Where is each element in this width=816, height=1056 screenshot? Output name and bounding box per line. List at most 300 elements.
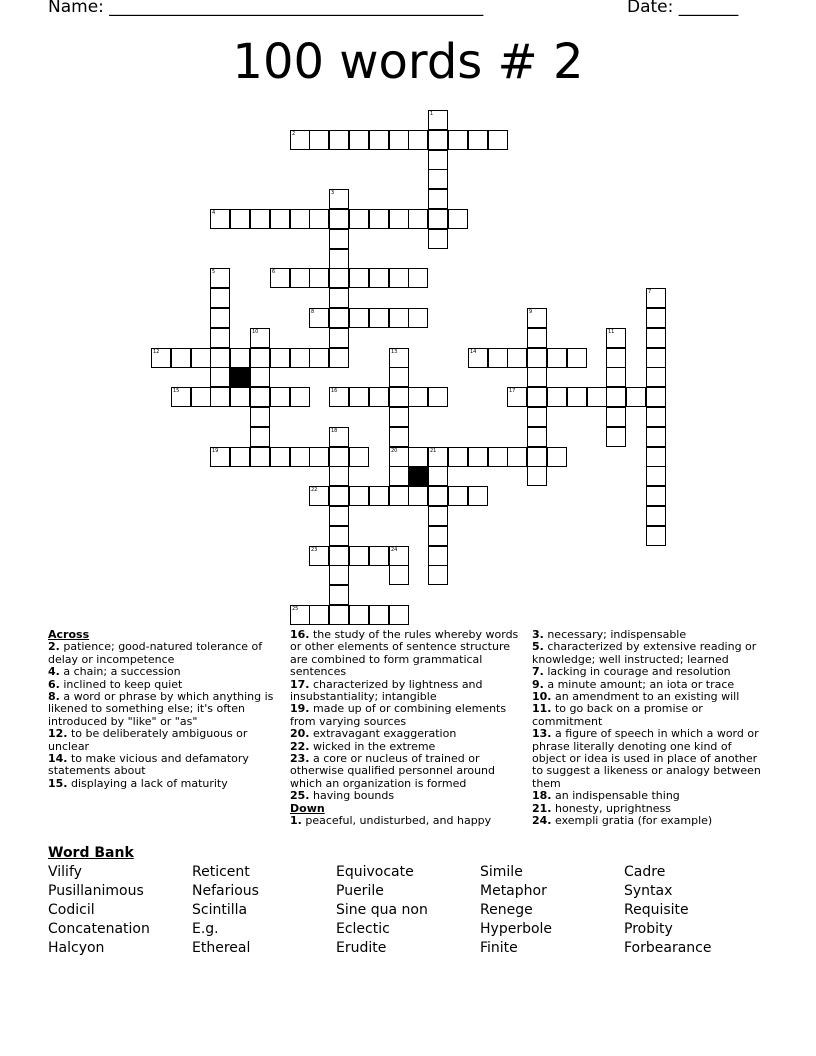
- grid-cell[interactable]: [329, 209, 349, 229]
- clue-number: 19.: [290, 702, 310, 716]
- grid-cell[interactable]: [250, 387, 270, 407]
- clue-text: characterized by lightness and insubstantiality; intangible: [290, 677, 483, 704]
- grid-cell[interactable]: [329, 387, 349, 407]
- grid-cell[interactable]: [389, 348, 409, 368]
- clue: [532, 728, 768, 790]
- cell-number: 15: [173, 388, 180, 394]
- grid-cell[interactable]: [309, 605, 329, 625]
- grid-cell[interactable]: [527, 466, 547, 486]
- grid-cell[interactable]: [290, 130, 310, 150]
- grid-cell[interactable]: [547, 447, 567, 467]
- clue: [532, 641, 768, 666]
- grid-cell[interactable]: [606, 427, 626, 447]
- grid-cell[interactable]: [369, 209, 389, 229]
- grid-cell[interactable]: [389, 367, 409, 387]
- grid-cell[interactable]: [349, 130, 369, 150]
- grid-cell[interactable]: [329, 229, 349, 249]
- cell-number: 19: [212, 448, 219, 454]
- grid-cell[interactable]: [210, 387, 230, 407]
- clue-number: 20.: [290, 727, 310, 741]
- grid-cell[interactable]: [290, 268, 310, 288]
- grid-cell[interactable]: [270, 268, 290, 288]
- grid-cell[interactable]: [270, 209, 290, 229]
- grid-cell[interactable]: [250, 447, 270, 467]
- grid-cell[interactable]: [329, 486, 349, 506]
- clue: [48, 641, 278, 666]
- grid-cell[interactable]: [389, 565, 409, 585]
- grid-cell[interactable]: [329, 268, 349, 288]
- clue-text: a core or nucleus of trained or otherwise qualified personnel around which an organization is formed: [290, 752, 496, 790]
- word-bank-word: Scintilla: [192, 902, 248, 918]
- word-bank-word: Renege: [480, 902, 533, 918]
- date-line: Date: _______: [627, 0, 739, 17]
- clue-text: wicked in the extreme: [309, 739, 436, 753]
- clue: [48, 691, 278, 728]
- grid-cell[interactable]: [369, 308, 389, 328]
- grid-cell[interactable]: [428, 110, 448, 130]
- grid-cell[interactable]: [646, 328, 666, 348]
- grid-cell[interactable]: [329, 466, 349, 486]
- grid-cell[interactable]: [626, 387, 646, 407]
- grid-cell[interactable]: [250, 367, 270, 387]
- clue-number: 4.: [48, 665, 60, 679]
- grid-cell[interactable]: [329, 288, 349, 308]
- grid-cell[interactable]: [250, 427, 270, 447]
- word-bank-column: [624, 863, 711, 958]
- grid-cell[interactable]: [468, 348, 488, 368]
- clue-text: a minute amount; an iota or trace: [543, 677, 735, 691]
- grid-cell[interactable]: [290, 605, 310, 625]
- word-bank-word: Cadre: [624, 864, 666, 880]
- clue: [48, 778, 278, 790]
- page-title: 100 words # 2: [232, 34, 584, 90]
- cell-number: 5: [212, 269, 216, 275]
- word-bank-word: Eclectic: [336, 921, 390, 937]
- grid-cell[interactable]: [309, 130, 329, 150]
- word-bank-word: Sine qua non: [336, 902, 428, 918]
- grid-cell[interactable]: [151, 348, 171, 368]
- grid-cell[interactable]: [210, 348, 230, 368]
- clue-number: 5.: [532, 640, 544, 654]
- grid-cell[interactable]: [606, 387, 626, 407]
- grid-cell[interactable]: [408, 209, 428, 229]
- word-bank-column: [192, 863, 259, 958]
- clue-text: made up of or combining elements from varying sources: [290, 702, 507, 728]
- grid-cell[interactable]: [587, 387, 607, 407]
- clue-text: the study of the rules whereby words or other elements of sentence structure are combined to form grammatical sentences: [290, 628, 519, 679]
- grid-cell[interactable]: [389, 427, 409, 447]
- clue: [290, 815, 522, 827]
- clue-number: 17.: [290, 677, 310, 691]
- grid-cell[interactable]: [606, 328, 626, 348]
- grid-cell[interactable]: [507, 447, 527, 467]
- grid-cell[interactable]: [389, 605, 409, 625]
- grid-cell[interactable]: [329, 130, 349, 150]
- clue-number: 8.: [48, 690, 60, 704]
- clue-number: 14.: [48, 752, 68, 766]
- grid-cell[interactable]: [527, 328, 547, 348]
- clue-text: extravagant exaggeration: [309, 727, 457, 741]
- grid-cell[interactable]: [428, 209, 448, 229]
- grid-cell[interactable]: [329, 348, 349, 368]
- clue: [290, 703, 522, 728]
- clue: [290, 753, 522, 790]
- grid-cell[interactable]: [329, 308, 349, 328]
- down-clue-list: [290, 815, 522, 827]
- word-bank-word: Ethereal: [192, 940, 251, 956]
- grid-cell[interactable]: [309, 348, 329, 368]
- grid-cell[interactable]: [389, 407, 409, 427]
- grid-cell[interactable]: [369, 130, 389, 150]
- cell-number: 6: [272, 269, 276, 275]
- grid-cell[interactable]: [230, 209, 250, 229]
- clue-column-2: [290, 629, 522, 828]
- clue-number: 21.: [532, 801, 552, 815]
- grid-cell[interactable]: [389, 486, 409, 506]
- grid-cell[interactable]: [349, 447, 369, 467]
- word-bank-word: Reticent: [192, 864, 250, 880]
- grid-cell[interactable]: [646, 387, 666, 407]
- name-line: Name: ____________________________________________: [48, 0, 484, 17]
- clue-text: inclined to keep quiet: [59, 677, 183, 691]
- grid-cell[interactable]: [389, 308, 409, 328]
- cell-number: 7: [648, 289, 652, 295]
- grid-cell[interactable]: [408, 486, 428, 506]
- clue-number: 24.: [532, 814, 552, 828]
- grid-cell[interactable]: [428, 189, 448, 209]
- clue: [532, 815, 768, 827]
- clue: [290, 629, 522, 679]
- word-bank-word: Simile: [480, 864, 523, 880]
- grid-cell[interactable]: [488, 130, 508, 150]
- grid-cell[interactable]: [428, 546, 448, 566]
- cell-number: 11: [608, 329, 615, 335]
- clue-text: displaying a lack of maturity: [67, 776, 228, 790]
- grid-cell[interactable]: [606, 348, 626, 368]
- grid-cell[interactable]: [210, 268, 230, 288]
- grid-cell[interactable]: [329, 565, 349, 585]
- cell-number: 8: [311, 309, 315, 315]
- clue-number: 2.: [48, 640, 60, 654]
- grid-cell[interactable]: [369, 546, 389, 566]
- clue-text: to go back on a promise or commitment: [532, 702, 703, 728]
- black-cell: [408, 466, 428, 486]
- grid-cell[interactable]: [547, 348, 567, 368]
- cell-number: 25: [292, 606, 299, 612]
- clue-text: characterized by extensive reading or knowledge; well instructed; learned: [532, 640, 757, 666]
- clue: [290, 679, 522, 704]
- grid-cell[interactable]: [389, 130, 409, 150]
- grid-cell[interactable]: [349, 308, 369, 328]
- clue-number: 10.: [532, 690, 552, 704]
- grid-cell[interactable]: [230, 348, 250, 368]
- grid-cell[interactable]: [210, 308, 230, 328]
- grid-cell[interactable]: [191, 387, 211, 407]
- clue-text: lacking in courage and resolution: [543, 665, 731, 679]
- grid-cell[interactable]: [646, 288, 666, 308]
- grid-cell[interactable]: [408, 387, 428, 407]
- grid-cell[interactable]: [369, 268, 389, 288]
- clue-number: 3.: [532, 628, 544, 641]
- grid-cell[interactable]: [329, 189, 349, 209]
- cell-number: 3: [331, 190, 335, 196]
- grid-cell[interactable]: [210, 367, 230, 387]
- grid-cell[interactable]: [349, 605, 369, 625]
- grid-cell[interactable]: [646, 407, 666, 427]
- grid-cell[interactable]: [428, 526, 448, 546]
- clue-number: 15.: [48, 776, 68, 790]
- grid-cell[interactable]: [448, 447, 468, 467]
- grid-cell[interactable]: [309, 447, 329, 467]
- clue-text: a figure of speech in which a word or phrase literally denoting one kind of object or idea is used in place of another to suggest a likeness or analogy between them: [532, 727, 761, 790]
- word-bank-word: Halcyon: [48, 940, 105, 956]
- grid-cell[interactable]: [349, 486, 369, 506]
- word-bank-word: Pusillanimous: [48, 883, 144, 899]
- grid-cell[interactable]: [428, 150, 448, 170]
- clue-text: patience; good-natured tolerance of delay or incompetence: [48, 640, 263, 666]
- word-bank-word: Finite: [480, 940, 518, 956]
- across-clue-list-continued: [290, 629, 522, 803]
- grid-cell[interactable]: [349, 209, 369, 229]
- word-bank-column: [48, 863, 150, 958]
- grid-cell[interactable]: [646, 348, 666, 368]
- grid-cell[interactable]: [468, 130, 488, 150]
- grid-cell[interactable]: [448, 209, 468, 229]
- grid-cell[interactable]: [250, 328, 270, 348]
- across-clue-list: [48, 641, 278, 790]
- clue-column-1: [48, 629, 278, 790]
- grid-cell[interactable]: [389, 209, 409, 229]
- word-bank-word: Erudite: [336, 940, 387, 956]
- cell-number: 22: [311, 487, 318, 493]
- grid-cell[interactable]: [428, 387, 448, 407]
- grid-cell[interactable]: [428, 229, 448, 249]
- grid-cell[interactable]: [527, 367, 547, 387]
- cell-number: 4: [212, 210, 216, 216]
- grid-cell[interactable]: [646, 486, 666, 506]
- word-bank-word: Probity: [624, 921, 673, 937]
- grid-cell[interactable]: [329, 526, 349, 546]
- word-bank-word: Requisite: [624, 902, 689, 918]
- grid-cell[interactable]: [309, 486, 329, 506]
- clue-text: an amendment to an existing will: [551, 690, 740, 704]
- grid-cell[interactable]: [309, 209, 329, 229]
- grid-cell[interactable]: [349, 268, 369, 288]
- grid-cell[interactable]: [428, 486, 448, 506]
- grid-cell[interactable]: [389, 387, 409, 407]
- grid-cell[interactable]: [527, 387, 547, 407]
- cell-number: 23: [311, 547, 318, 553]
- grid-cell[interactable]: [369, 387, 389, 407]
- word-bank-word: Forbearance: [624, 940, 712, 956]
- cell-number: 14: [470, 349, 477, 355]
- grid-cell[interactable]: [408, 130, 428, 150]
- clue-column-3: [532, 629, 768, 828]
- grid-cell[interactable]: [290, 348, 310, 368]
- grid-cell[interactable]: [270, 348, 290, 368]
- grid-cell[interactable]: [428, 169, 448, 189]
- word-bank-word: Concatenation: [48, 921, 150, 937]
- grid-cell[interactable]: [210, 328, 230, 348]
- grid-cell[interactable]: [309, 546, 329, 566]
- grid-cell[interactable]: [567, 387, 587, 407]
- grid-cell[interactable]: [428, 506, 448, 526]
- word-bank-word: Equivocate: [336, 864, 414, 880]
- grid-cell[interactable]: [230, 447, 250, 467]
- word-bank-word: Codicil: [48, 902, 95, 918]
- grid-cell[interactable]: [527, 407, 547, 427]
- grid-cell[interactable]: [290, 387, 310, 407]
- grid-cell[interactable]: [567, 348, 587, 368]
- grid-cell[interactable]: [329, 506, 349, 526]
- clue-text: to be deliberately ambiguous or unclear: [48, 727, 248, 753]
- grid-cell[interactable]: [646, 427, 666, 447]
- grid-cell[interactable]: [507, 348, 527, 368]
- grid-cell[interactable]: [270, 387, 290, 407]
- cell-number: 21: [430, 448, 437, 454]
- word-bank-word: E.g.: [192, 921, 219, 937]
- grid-cell[interactable]: [230, 387, 250, 407]
- clue-text: necessary; indispensable: [543, 628, 687, 641]
- clue-text: peaceful, undisturbed, and happy: [301, 814, 492, 828]
- grid-cell[interactable]: [448, 486, 468, 506]
- clue: [48, 753, 278, 778]
- cell-number: 1: [430, 111, 434, 117]
- clue-number: 11.: [532, 702, 552, 716]
- clue: [290, 790, 522, 802]
- clue-number: 23.: [290, 752, 310, 766]
- word-bank-word: Puerile: [336, 883, 384, 899]
- grid-cell[interactable]: [547, 387, 567, 407]
- grid-cell[interactable]: [389, 447, 409, 467]
- grid-cell[interactable]: [408, 447, 428, 467]
- grid-cell[interactable]: [468, 486, 488, 506]
- grid-cell[interactable]: [309, 308, 329, 328]
- grid-cell[interactable]: [329, 328, 349, 348]
- grid-cell[interactable]: [329, 585, 349, 605]
- grid-cell[interactable]: [171, 348, 191, 368]
- grid-cell[interactable]: [527, 427, 547, 447]
- grid-cell[interactable]: [389, 268, 409, 288]
- grid-cell[interactable]: [646, 447, 666, 467]
- grid-cell[interactable]: [428, 466, 448, 486]
- cell-number: 18: [331, 428, 338, 434]
- grid-cell[interactable]: [428, 130, 448, 150]
- clue-number: 25.: [290, 789, 310, 803]
- grid-cell[interactable]: [210, 288, 230, 308]
- grid-cell[interactable]: [329, 427, 349, 447]
- word-bank-word: Metaphor: [480, 883, 547, 899]
- cell-number: 9: [529, 309, 533, 315]
- grid-cell[interactable]: [210, 447, 230, 467]
- grid-cell[interactable]: [606, 367, 626, 387]
- clue-text: exempli gratia (for example): [551, 814, 713, 828]
- word-bank-word: Nefarious: [192, 883, 259, 899]
- grid-cell[interactable]: [329, 546, 349, 566]
- grid-cell[interactable]: [250, 348, 270, 368]
- grid-cell[interactable]: [646, 506, 666, 526]
- grid-cell[interactable]: [191, 348, 211, 368]
- grid-cell[interactable]: [210, 209, 230, 229]
- grid-cell[interactable]: [329, 605, 349, 625]
- grid-cell[interactable]: [290, 447, 310, 467]
- word-bank-title: Word Bank: [48, 845, 134, 861]
- grid-cell[interactable]: [250, 209, 270, 229]
- clue-number: 18.: [532, 789, 552, 803]
- grid-cell[interactable]: [527, 447, 547, 467]
- cell-number: 20: [391, 448, 398, 454]
- grid-cell[interactable]: [408, 308, 428, 328]
- across-heading: Across: [48, 628, 90, 641]
- down-clue-list-continued: [532, 629, 768, 828]
- cell-number: 2: [292, 131, 296, 137]
- cell-number: 10: [252, 329, 259, 335]
- word-bank-word: Vilify: [48, 864, 82, 880]
- cell-number: 17: [509, 388, 516, 394]
- clue-number: 22.: [290, 739, 310, 753]
- cell-number: 24: [391, 547, 398, 553]
- clue-text: a word or phrase by which anything is likened to something else; it's often introduced by "like" or "as": [48, 690, 274, 728]
- clue-number: 6.: [48, 677, 60, 691]
- word-bank-word: Hyperbole: [480, 921, 553, 937]
- grid-cell[interactable]: [488, 447, 508, 467]
- grid-cell[interactable]: [408, 268, 428, 288]
- clue-number: 12.: [48, 727, 68, 741]
- grid-cell[interactable]: [527, 348, 547, 368]
- grid-cell[interactable]: [290, 209, 310, 229]
- clue-text: a chain; a succession: [59, 665, 181, 679]
- grid-cell[interactable]: [250, 407, 270, 427]
- grid-cell[interactable]: [468, 447, 488, 467]
- grid-cell[interactable]: [389, 546, 409, 566]
- grid-cell[interactable]: [389, 466, 409, 486]
- grid-cell[interactable]: [329, 249, 349, 269]
- word-bank-column: [480, 863, 552, 958]
- grid-cell[interactable]: [329, 447, 349, 467]
- clue: [532, 703, 768, 728]
- word-bank-column: [336, 863, 428, 958]
- grid-cell[interactable]: [488, 348, 508, 368]
- black-cell: [230, 367, 250, 387]
- cell-number: 16: [331, 388, 338, 394]
- grid-cell[interactable]: [527, 308, 547, 328]
- grid-cell[interactable]: [309, 268, 329, 288]
- cell-number: 12: [153, 349, 160, 355]
- grid-cell[interactable]: [369, 486, 389, 506]
- clue-text: an indispensable thing: [551, 789, 680, 803]
- clue-number: 1.: [290, 814, 302, 828]
- grid-cell[interactable]: [646, 367, 666, 387]
- grid-cell[interactable]: [428, 447, 448, 467]
- clue: [48, 728, 278, 753]
- cell-number: 13: [391, 349, 398, 355]
- clue-text: honesty, uprightness: [551, 801, 671, 815]
- grid-cell[interactable]: [349, 546, 369, 566]
- grid-cell[interactable]: [646, 308, 666, 328]
- grid-cell[interactable]: [507, 387, 527, 407]
- grid-cell[interactable]: [349, 387, 369, 407]
- grid-cell[interactable]: [369, 605, 389, 625]
- grid-cell[interactable]: [646, 526, 666, 546]
- clue-text: having bounds: [309, 789, 395, 803]
- grid-cell[interactable]: [428, 565, 448, 585]
- grid-cell[interactable]: [606, 407, 626, 427]
- grid-cell[interactable]: [646, 466, 666, 486]
- grid-cell[interactable]: [448, 130, 468, 150]
- grid-cell[interactable]: [270, 447, 290, 467]
- clue-number: 13.: [532, 727, 552, 741]
- grid-cell[interactable]: [171, 387, 191, 407]
